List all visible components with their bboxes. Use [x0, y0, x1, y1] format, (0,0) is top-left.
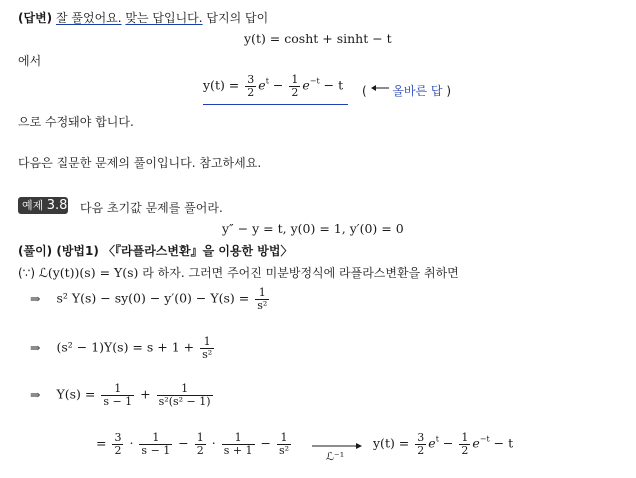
implies-icon: ⇒ [30, 386, 41, 402]
fraction: $\frac{1}{s - 1}$ [103, 382, 133, 408]
example-equation: y″ − y = t, y(0) = 1, y′(0) = 0 [222, 221, 404, 236]
fraction: $\frac{3}{2}$ [114, 431, 122, 457]
solution-intro: (∵) ℒ(y(t))(s) = Y(s) 라 하자. 그러면 주어진 미분방정식에 라플라스변환을 취하면 [18, 265, 459, 280]
step-3: ⇒ Y(s) = $\frac{1}{s - 1}$ + $\frac{1}{\text{s²(s² − 1)}}$ [30, 382, 211, 408]
step-4: = $\frac{3}{2}$ · $\frac{1}{s - 1}$ − $\frac{1}{2}$ · $\frac{1}{s + 1}$ − $\frac{1}{\text{s²}}$ [96, 431, 290, 457]
fraction: $\frac{1}{2}$ [291, 73, 299, 99]
final-result: y(t) = $\frac{3}{2}$ $e^t$ − $\frac{1}{2}$ $e^{-t} - t$ [373, 431, 514, 457]
correct-answer-note: ( 올바른 답 ) [362, 82, 451, 99]
answer-tag: (답변) [18, 11, 53, 25]
sheet-equation: y(t) = cosht + sinht − t [244, 31, 392, 46]
correct-text: 맞는 답입니다. [125, 11, 203, 25]
correct-answer-label: 올바른 답 [392, 84, 443, 98]
well-solved-text: 잘 풀었어요. [55, 11, 122, 25]
fixed-text: 으로 수정돼야 합니다. [18, 115, 134, 129]
laplace-def: ℒ(y(t))(s) = Y(s) [38, 265, 139, 280]
fraction: $\frac{3}{2}$ [417, 431, 425, 457]
step-2: ⇒ (s² − 1)Y(s) = s + 1 + $\frac{1}{\text{s²}}$ [30, 335, 213, 361]
where-text: 에서 [18, 54, 42, 68]
inverse-laplace-label: ℒ⁻¹ [326, 450, 345, 463]
fraction: $\frac{1}{2}$ [461, 431, 469, 457]
fraction: $\frac{1}{\text{s²}}$ [257, 286, 268, 312]
equation-underline [203, 104, 348, 105]
implies-icon: ⇒ [30, 339, 41, 355]
fraction: $\frac{3}{2}$ [247, 73, 255, 99]
answer-header [18, 9, 268, 26]
implies-icon: ⇒ [30, 290, 41, 306]
fraction: $\frac{1}{s + 1}$ [223, 431, 253, 457]
fraction: $\frac{1}{\text{s²}}$ [279, 431, 290, 457]
fraction: $\frac{1}{s - 1}$ [141, 431, 171, 457]
left-arrow-icon [371, 81, 389, 95]
reference-text: 다음은 질문한 문제의 풀이입니다. 참고하세요. [18, 156, 262, 170]
answer-sheet-text: 답지의 답이 [206, 11, 269, 25]
example-badge: 예제 3.8 [18, 197, 68, 214]
fraction: $\frac{1}{\text{s²(s² − 1)}}$ [158, 382, 211, 408]
corrected-equation: y(t) = $\frac{3}{2}$ $e^t$ − $\frac{1}{2}$ $e^{-t} - t$ [203, 73, 344, 99]
fraction: $\frac{1}{\text{s²}}$ [202, 335, 213, 361]
eq-lhs: y(t) = [203, 77, 240, 93]
fraction: $\frac{1}{2}$ [196, 431, 204, 457]
solution-heading: (풀이) (방법1) 〈『라플라스변환』을 이용한 방법〉 [18, 244, 293, 258]
step-1: ⇒ s² Y(s) − sy(0) − y′(0) − Y(s) = $\frac{1}{\text{s²}}$ [30, 286, 268, 312]
example-title: 다음 초기값 문제를 풀어라. [80, 201, 223, 215]
